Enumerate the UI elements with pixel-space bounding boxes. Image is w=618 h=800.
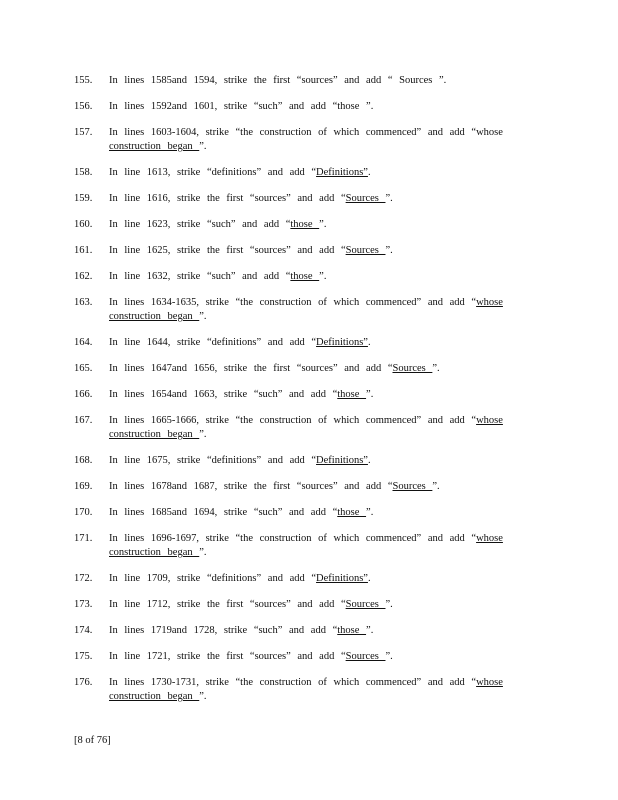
amendment-text	[109, 480, 539, 494]
amendment-number: 164.	[74, 337, 93, 348]
amendment-text-pre: In line 1712, strike the first “sources” and add “	[109, 599, 346, 610]
amendment-text-post: ”.	[432, 363, 440, 374]
amendment-text-pre: In lines 1654and 1663, strike “such” and add “	[109, 389, 338, 400]
inserted-text-underlined: Sources	[345, 599, 386, 610]
amendment-text-pre: In lines 1678and 1687, strike the first “sources” and add “	[109, 481, 393, 492]
amendment-text	[109, 650, 539, 664]
amendment-text	[109, 598, 539, 612]
amendment-text-pre: In line 1644, strike “definitions” and add “	[109, 337, 317, 348]
amendment-number: 157.	[74, 127, 93, 138]
amendment-text-pre: In line 1623, strike “such” and add “	[109, 219, 291, 230]
amendment-text	[109, 624, 539, 638]
amendment-text-post: .	[367, 573, 371, 584]
amendment-text-pre: In line 1675, strike “definitions” and add “	[109, 455, 317, 466]
amendment-text	[109, 270, 539, 284]
inserted-text-underlined: whose construction began	[109, 297, 503, 322]
amendment-number: 168.	[74, 455, 93, 466]
amendment-number: 172.	[74, 573, 93, 584]
amendment-number: 155.	[74, 75, 93, 86]
amendment-text-pre: In lines 1730-1731, strike “the construction of which commenced” and add “	[109, 677, 477, 688]
amendment-number: 165.	[74, 363, 93, 374]
amendment-number: 171.	[74, 533, 93, 544]
amendment-number: 161.	[74, 245, 93, 256]
inserted-text-underlined: whose construction began	[109, 533, 503, 558]
amendment-text	[109, 218, 539, 232]
inserted-text-underlined: Definitions”	[316, 455, 368, 466]
amendment-text	[109, 74, 539, 88]
amendment-number: 176.	[74, 677, 93, 688]
page-footer: [8 of 76]	[74, 735, 111, 746]
amendment-text	[109, 192, 539, 206]
amendment-text-pre: In lines 1603-1604, strike “the construction of which commenced” and add “whose	[109, 127, 503, 138]
amendment-text-pre: In lines 1719and 1728, strike “such” and add “	[109, 625, 338, 636]
inserted-text-underlined: Sources	[345, 651, 386, 662]
amendment-number: 163.	[74, 297, 93, 308]
amendment-text-post: ”.	[432, 481, 440, 492]
amendment-text-pre: In lines 1696-1697, strike “the construction of which commenced” and add “	[109, 533, 477, 544]
amendment-text-pre: In lines 1665-1666, strike “the construction of which commenced” and add “	[109, 415, 477, 426]
amendment-text-pre: In line 1616, strike the first “sources” and add “	[109, 193, 346, 204]
amendment-text-post: ”.	[366, 625, 374, 636]
amendment-number: 173.	[74, 599, 93, 610]
amendment-text-post: ”.	[199, 429, 207, 440]
amendment-text	[109, 572, 539, 586]
amendment-text	[109, 532, 539, 560]
amendment-text-pre: In line 1613, strike “definitions” and add “	[109, 167, 317, 178]
inserted-text-underlined: those	[337, 389, 367, 400]
inserted-text-underlined: those	[290, 271, 320, 282]
inserted-text-underlined: whose construction began	[109, 677, 503, 702]
inserted-text-underlined: Sources	[345, 193, 386, 204]
inserted-text-underlined: those	[290, 219, 320, 230]
amendment-text-post: ”.	[199, 141, 207, 152]
amendment-text-pre: In lines 1685and 1694, strike “such” and add “	[109, 507, 338, 518]
amendment-text-post: ”.	[366, 507, 374, 518]
amendment-text-pre: In line 1709, strike “definitions” and add “	[109, 573, 317, 584]
amendment-text-post: .	[367, 337, 371, 348]
inserted-text-underlined: Definitions”	[316, 337, 368, 348]
amendment-number: 160.	[74, 219, 93, 230]
amendment-text-post: ”.	[199, 691, 207, 702]
amendment-text-post: ”.	[385, 245, 393, 256]
amendment-text-pre: In lines 1592and 1601, strike “such” and add “those ”.	[109, 101, 374, 112]
amendment-text	[109, 336, 539, 350]
amendment-number: 166.	[74, 389, 93, 400]
inserted-text-underlined: those	[337, 625, 367, 636]
amendment-text-pre: In lines 1585and 1594, strike the first “sources” and add “	[109, 75, 393, 86]
amendment-text-post: ”.	[319, 271, 327, 282]
amendment-number: 156.	[74, 101, 93, 112]
amendment-number: 174.	[74, 625, 93, 636]
amendment-text	[109, 296, 539, 324]
amendment-text-post: .	[367, 167, 371, 178]
amendment-text	[109, 414, 539, 442]
amendment-text-pre: In line 1625, strike the first “sources” and add “	[109, 245, 346, 256]
amendment-text	[109, 362, 539, 376]
amendment-text-pre: In lines 1634-1635, strike “the construction of which commenced” and add “	[109, 297, 477, 308]
amendment-text-post: ”.	[385, 599, 393, 610]
inserted-text-underlined: Definitions”	[316, 167, 368, 178]
amendment-text	[109, 166, 539, 180]
amendment-text-post: ”.	[319, 219, 327, 230]
amendment-text-post: Sources ”.	[392, 75, 447, 86]
amendment-text	[109, 388, 539, 402]
amendment-text	[109, 676, 539, 704]
amendment-number: 167.	[74, 415, 93, 426]
amendment-number: 158.	[74, 167, 93, 178]
amendment-text	[109, 454, 539, 468]
inserted-text-underlined: Definitions”	[316, 573, 368, 584]
inserted-text-underlined: Sources	[392, 481, 433, 492]
inserted-text-underlined: Sources	[392, 363, 433, 374]
amendment-text	[109, 244, 539, 258]
amendment-text-pre: In line 1632, strike “such” and add “	[109, 271, 291, 282]
inserted-text-underlined: Sources	[345, 245, 386, 256]
amendment-text-post: ”.	[385, 193, 393, 204]
inserted-text-underlined: whose construction began	[109, 415, 503, 440]
amendment-text-post: ”.	[199, 547, 207, 558]
amendment-text	[109, 126, 539, 154]
amendment-text-pre: In lines 1647and 1656, strike the first “sources” and add “	[109, 363, 393, 374]
inserted-text-underlined: those	[337, 507, 367, 518]
amendment-number: 175.	[74, 651, 93, 662]
amendment-text	[109, 100, 539, 114]
amendment-number: 169.	[74, 481, 93, 492]
amendment-text-pre: In line 1721, strike the first “sources” and add “	[109, 651, 346, 662]
amendment-text-post: ”.	[366, 389, 374, 400]
amendment-text-post: .	[367, 455, 371, 466]
amendment-number: 170.	[74, 507, 93, 518]
amendment-number: 162.	[74, 271, 93, 282]
amendment-text	[109, 506, 539, 520]
inserted-text-underlined: construction began	[109, 141, 200, 152]
amendment-text-post: ”.	[385, 651, 393, 662]
amendment-text-post: ”.	[199, 311, 207, 322]
amendment-number: 159.	[74, 193, 93, 204]
